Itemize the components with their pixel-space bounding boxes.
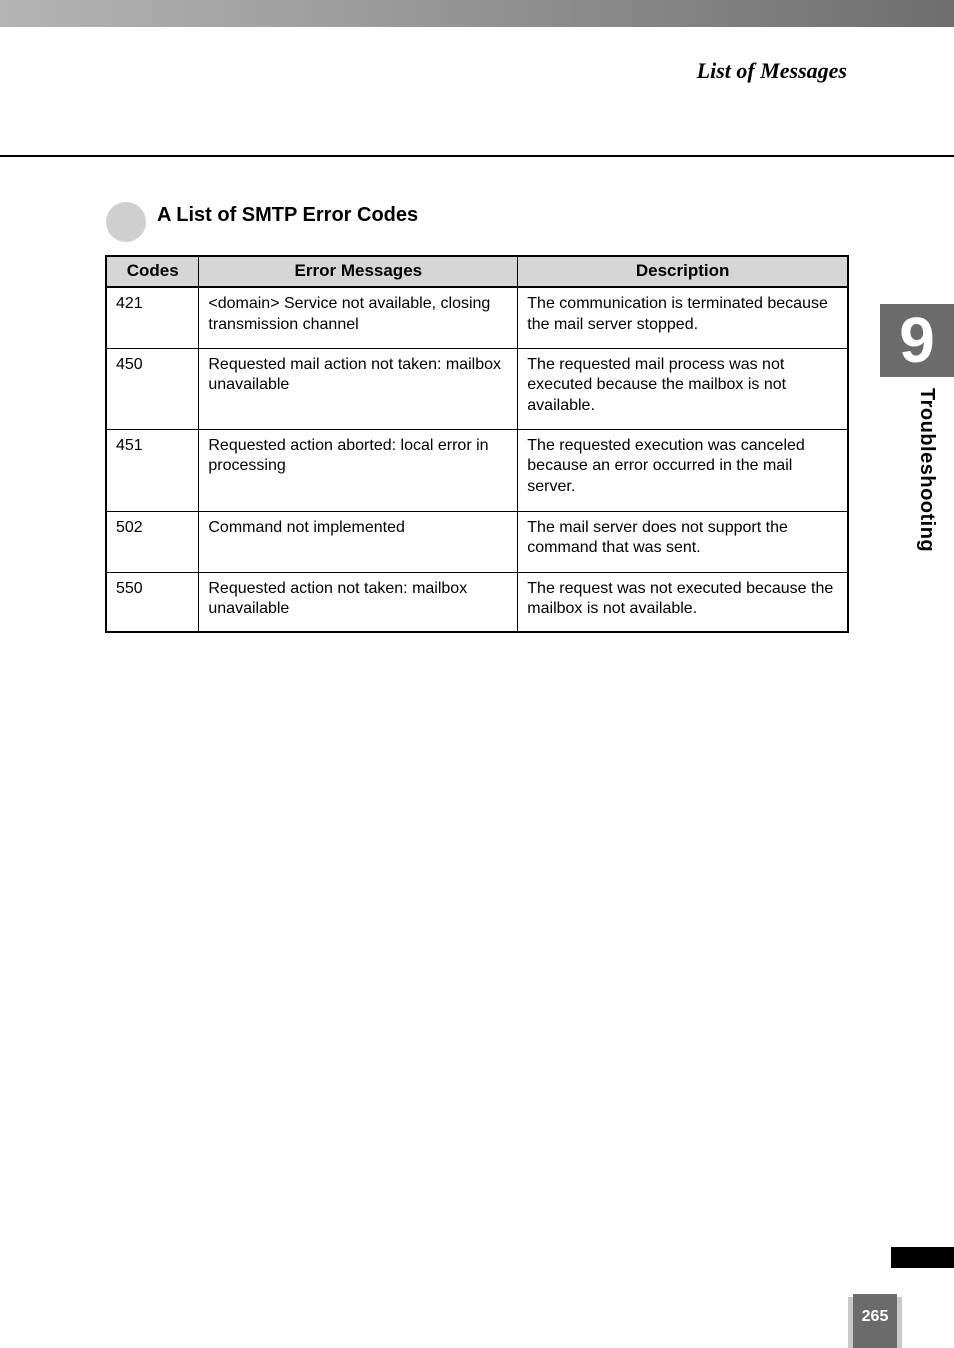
cell-description: The request was not executed because the mailbox is not available. bbox=[518, 572, 848, 632]
header-divider bbox=[0, 155, 954, 157]
cell-message: Requested action not taken: mailbox unavailable bbox=[199, 572, 518, 632]
cell-message: <domain> Service not available, closing transmission channel bbox=[199, 287, 518, 348]
cell-description: The requested mail process was not executed because the mailbox is not available. bbox=[518, 348, 848, 429]
column-header-description: Description bbox=[518, 256, 848, 287]
column-header-error-messages: Error Messages bbox=[199, 256, 518, 287]
cell-description: The communication is terminated because the mail server stopped. bbox=[518, 287, 848, 348]
table-row bbox=[106, 429, 848, 511]
cell-code: 450 bbox=[106, 348, 199, 429]
table-row bbox=[106, 287, 848, 348]
cell-description: The mail server does not support the command that was sent. bbox=[518, 511, 848, 572]
table-row bbox=[106, 348, 848, 429]
table-row bbox=[106, 572, 848, 632]
running-header: List of Messages bbox=[696, 58, 847, 83]
cell-code: 550 bbox=[106, 572, 199, 632]
cell-message: Requested mail action not taken: mailbox unavailable bbox=[199, 348, 518, 429]
cell-code: 451 bbox=[106, 429, 199, 511]
table-header-row bbox=[106, 256, 848, 287]
chapter-label: Troubleshooting bbox=[916, 388, 938, 553]
cell-message: Command not implemented bbox=[199, 511, 518, 572]
cell-message: Requested action aborted: local error in processing bbox=[199, 429, 518, 511]
top-gradient-bar bbox=[0, 0, 954, 27]
cell-code: 502 bbox=[106, 511, 199, 572]
chapter-number: 9 bbox=[899, 304, 935, 376]
edge-index-mark bbox=[891, 1247, 954, 1268]
section-title: A List of SMTP Error Codes bbox=[157, 204, 419, 226]
cell-description: The requested execution was canceled because an error occurred in the mail server. bbox=[518, 429, 848, 511]
section-bullet-icon bbox=[106, 202, 146, 242]
table-row bbox=[106, 511, 848, 572]
column-header-codes: Codes bbox=[106, 256, 199, 287]
cell-code: 421 bbox=[106, 287, 199, 348]
page-number: 265 bbox=[853, 1294, 897, 1348]
smtp-error-codes-table bbox=[105, 255, 849, 633]
